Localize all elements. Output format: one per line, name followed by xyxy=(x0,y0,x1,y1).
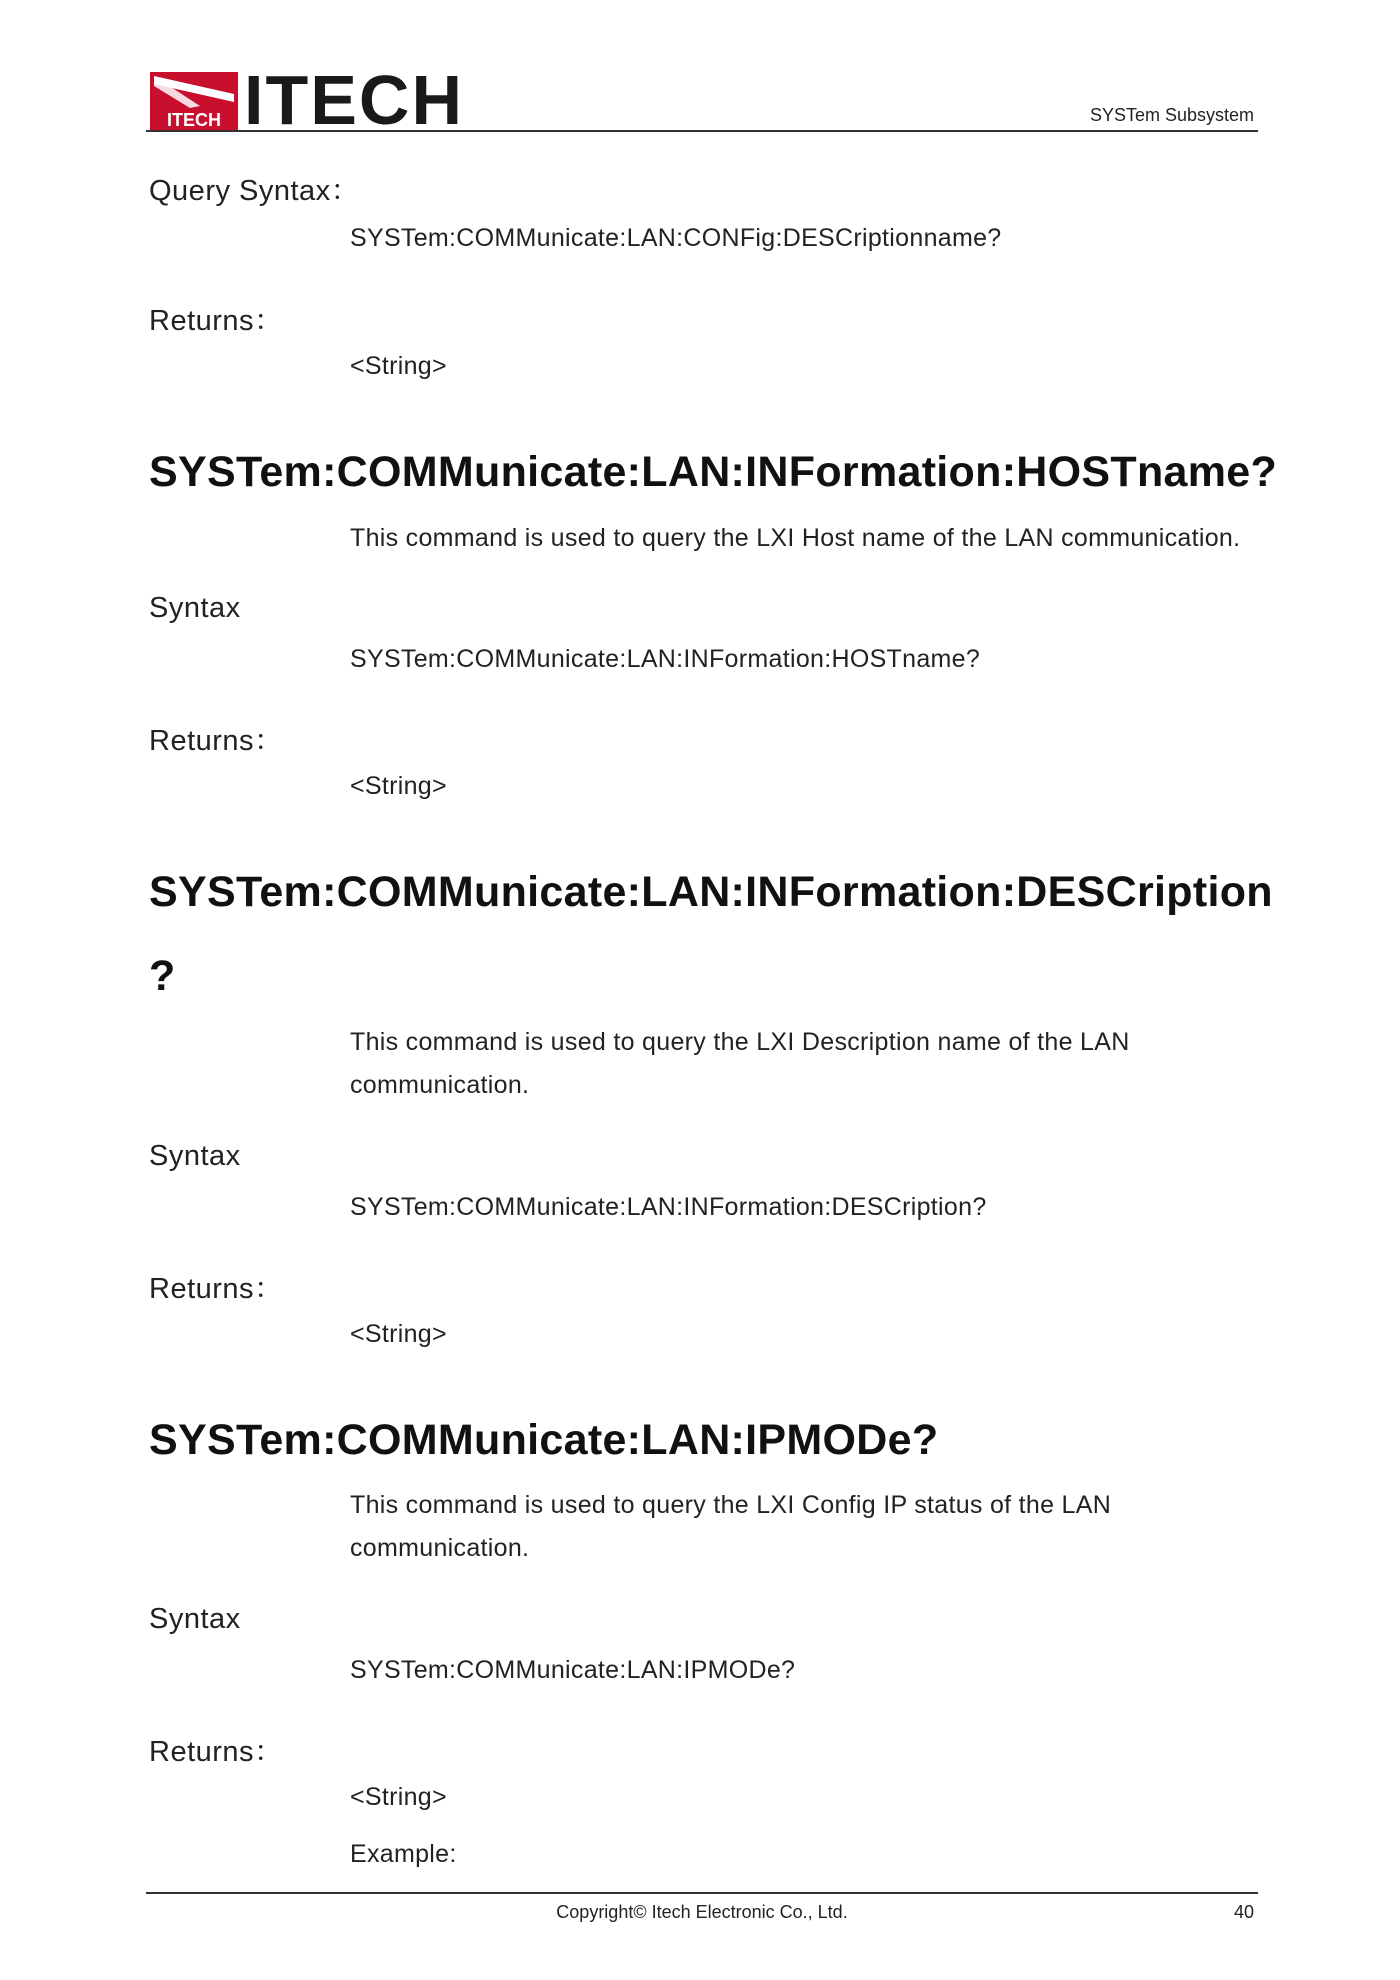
returns-value: <String> xyxy=(350,1320,447,1348)
command-description: This command is used to query the LXI Config IP status of the LAN communication. xyxy=(350,1491,1112,1562)
command-heading: SYSTem:COMMunicate:LAN:INFormation:DESCription xyxy=(149,868,1273,916)
syntax-label: Syntax xyxy=(149,592,241,624)
query-syntax-command: SYSTem:COMMunicate:LAN:CONFig:DESCriptionname? xyxy=(350,224,1002,252)
returns-label: Returns： xyxy=(149,1736,284,1768)
page-footer xyxy=(146,1892,1258,1934)
command-heading-continued: ? xyxy=(149,952,176,1000)
command-heading: SYSTem:COMMunicate:LAN:IPMODe? xyxy=(149,1416,939,1464)
command-description: This command is used to query the LXI Description name of the LAN communication. xyxy=(350,1028,1130,1099)
svg-text:ITECH: ITECH xyxy=(167,110,221,130)
syntax-label: Syntax xyxy=(149,1140,241,1172)
returns-value: <String> xyxy=(350,352,447,380)
example-label: Example: xyxy=(350,1840,457,1868)
returns-label: Returns： xyxy=(149,1273,284,1305)
syntax-command: SYSTem:COMMunicate:LAN:INFormation:HOSTname? xyxy=(350,645,981,673)
copyright-text: Copyright© Itech Electronic Co., Ltd. xyxy=(556,1902,848,1922)
logo-wordmark: ITECH xyxy=(244,61,464,139)
syntax-command: SYSTem:COMMunicate:LAN:INFormation:DESCription? xyxy=(350,1193,987,1221)
section-title: SYSTem Subsystem xyxy=(1089,105,1254,125)
returns-label: Returns： xyxy=(149,305,284,337)
returns-value: <String> xyxy=(350,772,447,800)
syntax-label: Syntax xyxy=(149,1603,241,1635)
returns-value: <String> xyxy=(350,1783,447,1811)
command-heading: SYSTem:COMMunicate:LAN:INFormation:HOSTname? xyxy=(149,448,1278,496)
logo-badge-icon xyxy=(150,72,238,130)
command-description: This command is used to query the LXI Host name of the LAN communication. xyxy=(350,524,1241,552)
returns-label: Returns： xyxy=(149,725,284,757)
itech-logo xyxy=(150,61,464,139)
syntax-command: SYSTem:COMMunicate:LAN:IPMODe? xyxy=(350,1656,796,1684)
query-syntax-label: Query Syntax： xyxy=(149,175,361,207)
page-number: 40 xyxy=(1233,1902,1254,1922)
page-header xyxy=(146,61,1258,139)
